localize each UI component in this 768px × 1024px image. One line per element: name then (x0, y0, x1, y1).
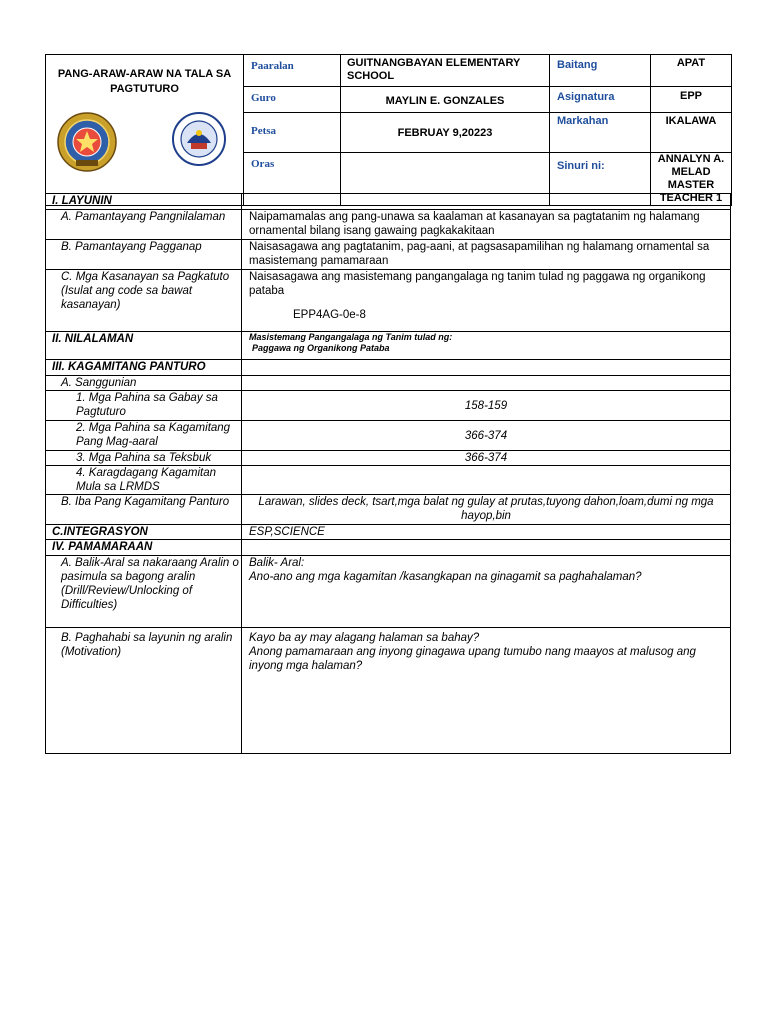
guro-label: Guro (244, 87, 341, 113)
nilalaman-label: II. NILALAMAN (46, 332, 242, 360)
teksbuk-value: 366-374 (242, 451, 731, 466)
table-row (46, 332, 731, 360)
iba-pang-value: Larawan, slides deck, tsart,mga balat ng gulay at prutas,tuyong dahon,loam,dumi ng mga hayop,bin (242, 495, 731, 525)
kasanayan-label: C. Mga Kasanayan sa Pagkatuto (Isulat ang code sa bawat kasanayan) (46, 270, 242, 332)
table-row (46, 525, 731, 540)
paaralan-label: Paaralan (244, 55, 341, 87)
oras-label: Oras (244, 153, 341, 206)
kagamitan-label: III. KAGAMITANG PANTURO (46, 360, 242, 376)
sinuri-label: Sinuri ni: (550, 153, 651, 206)
sinuri-title: MASTER TEACHER 1 (659, 179, 723, 204)
iba-pang-label: B. Iba Pang Kagamitang Panturo (46, 495, 242, 525)
karagdagang-value (242, 466, 731, 495)
table-row (46, 556, 731, 628)
kagamitang-mag-aaral-value: 366-374 (242, 421, 731, 451)
balik-aral-cell (242, 556, 731, 628)
integrasyon-value: ESP,SCIENCE (242, 525, 731, 540)
sinuri-name: ANNALYN A. MELAD (657, 153, 725, 178)
layunin-label: I. LAYUNIN (46, 194, 242, 210)
header-table (45, 54, 732, 206)
table-row (46, 451, 731, 466)
page-title: PANG-ARAW-ARAW NA TALA SA PAGTUTURO (57, 68, 232, 95)
teksbuk-label: 3. Mga Pahina sa Teksbuk (46, 451, 242, 466)
sanggunian-value (242, 376, 731, 391)
nilalaman-line1: Masistemang Pangangalaga ng Tanim tulad ng: (249, 332, 453, 342)
petsa-label: Petsa (244, 113, 341, 153)
gabay-label: 1. Mga Pahina sa Gabay sa Pagtuturo (46, 391, 242, 421)
asignatura-value: EPP (651, 87, 732, 113)
table-row (46, 270, 731, 332)
nilalaman-line2: Paggawa ng Organikong Pataba (252, 343, 390, 353)
balik-aral-line2: Ano-ano ang mga kagamitan /kasangkapan na ginagamit sa paghahalaman? (249, 571, 642, 583)
markahan-label: Markahan (550, 113, 651, 153)
table-row (46, 540, 731, 556)
balik-aral-line1: Balik- Aral: (249, 557, 305, 569)
pamantayang-pagganap-value: Naisasagawa ang pagtatanim, pag-aani, at pagsasapamilihan ng halamang ornamental sa masistemang pamamaraan (242, 240, 731, 270)
integrasyon-label: C.INTEGRASYON (46, 525, 242, 540)
paghahabi-line2: Anong pamamaraan ang inyong ginagawa upang tumubo nang maayos at malusog ang inyong mga halaman? (249, 646, 696, 672)
paghahabi-line1: Kayo ba ay may alagang halaman sa bahay? (249, 632, 480, 644)
layunin-value (242, 194, 731, 210)
table-row (46, 360, 731, 376)
kasanayan-code: EPP4AG-0e-8 (293, 309, 366, 321)
paghahabi-cell (242, 628, 731, 754)
table-row (46, 376, 731, 391)
pamantayang-pangnilalaman-value: Naipamamalas ang pang-unawa sa kaalaman at kasanayan sa pagtatanim ng halamang ornamental bilang isang gawaing pagkakakitaan (242, 210, 731, 240)
paghahabi-label: B. Paghahabi sa layunin ng aralin (Motivation) (46, 628, 242, 754)
karagdagang-label: 4. Karagdagang Kagamitan Mula sa LRMDS (46, 466, 242, 495)
gabay-value: 158-159 (242, 391, 731, 421)
markahan-value: IKALAWA (651, 113, 732, 153)
table-row (46, 391, 731, 421)
school-seal-logo (56, 111, 118, 173)
logos (46, 111, 243, 171)
pamantayang-pangnilalaman-label: A. Pamantayang Pangnilalaman (46, 210, 242, 240)
nilalaman-cell (242, 332, 731, 360)
table-row (46, 421, 731, 451)
baitang-value: APAT (651, 55, 732, 87)
balik-aral-label: A. Balik-Aral sa nakaraang Aralin o pasimula sa bagong aralin (Drill/Review/Unlocking of Difficulties) (46, 556, 242, 628)
table-row (46, 495, 731, 525)
baitang-label: Baitang (550, 55, 651, 87)
table-row (46, 240, 731, 270)
kagamitan-value (242, 360, 731, 376)
table-row (46, 194, 731, 210)
table-row (46, 210, 731, 240)
pamantayang-pagganap-label: B. Pamantayang Pagganap (46, 240, 242, 270)
title-cell (46, 55, 244, 206)
pamamaraan-label: IV. PAMAMARAAN (46, 540, 242, 556)
paaralan-value: GUITNANGBAYAN ELEMENTARY SCHOOL (341, 55, 550, 87)
sanggunian-label: A. Sanggunian (46, 376, 242, 391)
pamamaraan-value (242, 540, 731, 556)
petsa-value: FEBRUAY 9,20223 (341, 113, 550, 153)
table-row (46, 466, 731, 495)
lesson-plan-table (45, 193, 731, 754)
deped-seal-logo (171, 111, 227, 167)
kasanayan-cell (242, 270, 731, 332)
guro-value: MAYLIN E. GONZALES (341, 87, 550, 113)
kagamitang-mag-aaral-label: 2. Mga Pahina sa Kagamitang Pang Mag-aaral (46, 421, 242, 451)
table-row (46, 628, 731, 754)
asignatura-label: Asignatura (550, 87, 651, 113)
kasanayan-value: Naisasagawa ang masistemang pangangalaga ng tanim tulad ng paggawa ng organikong pataba (249, 271, 706, 297)
